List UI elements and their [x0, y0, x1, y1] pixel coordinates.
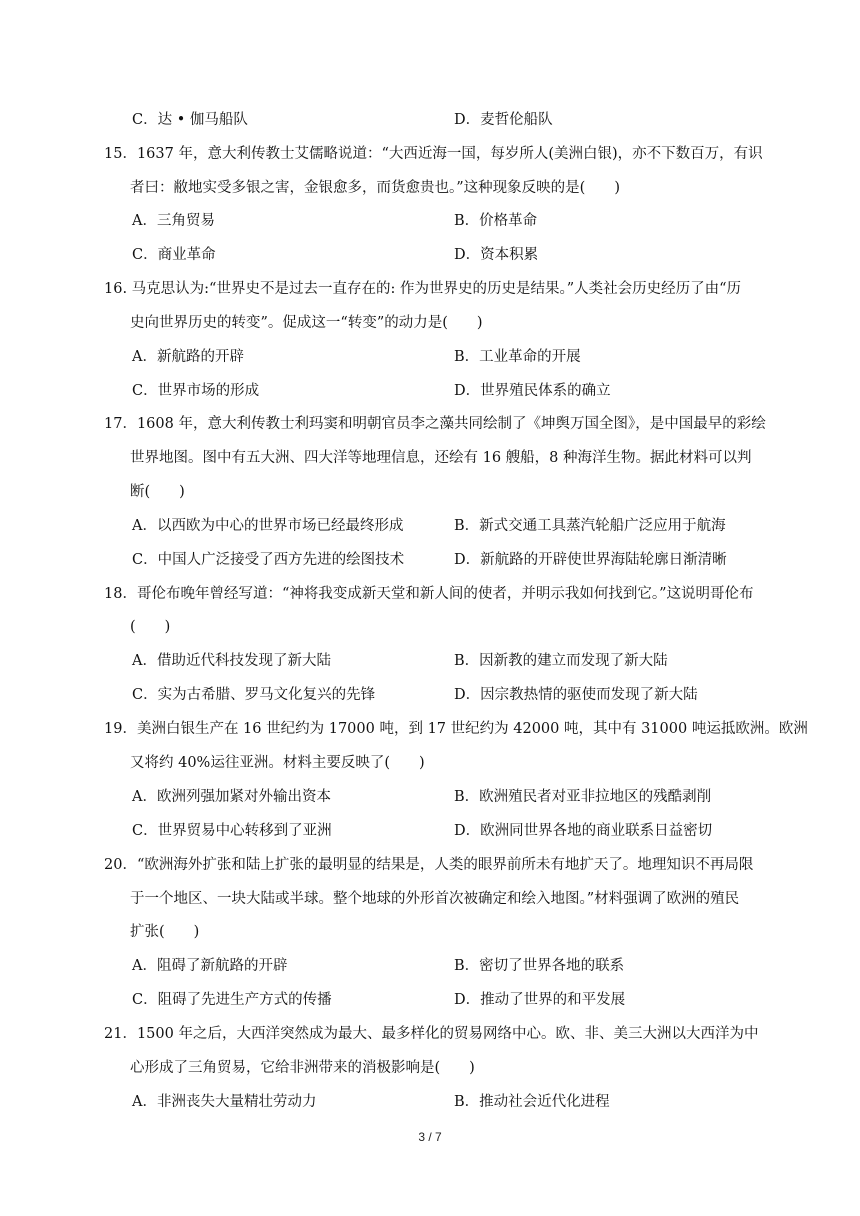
- option-text: D．欧洲同世界各地的商业联系日益密切: [454, 823, 713, 839]
- option-text: B．欧洲殖民者对亚非拉地区的残酷剥削: [454, 789, 712, 805]
- option-text: B．推动社会近代化进程: [454, 1094, 610, 1110]
- option-text: A．三角贸易: [132, 213, 215, 229]
- option-text: D．因宗教热情的驱使而发现了新大陆: [454, 687, 698, 703]
- question-continuation: 史向世界历史的转变”。促成这一“转变”的动力是( ): [130, 315, 483, 331]
- question-continuation: 扩张( ): [130, 924, 200, 940]
- question-continuation: 于一个地区、一块大陆或半球。整个地球的外形首次被确定和绘入地图。”材料强调了欧洲的殖民: [130, 891, 740, 907]
- option-text: C．商业革命: [132, 247, 216, 263]
- option-text: D．资本积累: [454, 247, 539, 263]
- option-text: D．新航路的开辟使世界海陆轮廓日渐清晰: [454, 552, 727, 568]
- option-text: C．中国人广泛接受了西方先进的绘图技术: [132, 552, 405, 568]
- option-text: C．阻碍了先进生产方式的传播: [132, 992, 332, 1008]
- option-text: A．阻碍了新航路的开辟: [132, 958, 288, 974]
- option-text: D．推动了世界的和平发展: [454, 992, 626, 1008]
- question-continuation: ( ): [130, 619, 171, 635]
- option-text: A．新航路的开辟: [132, 349, 244, 365]
- option-text: B．新式交通工具蒸汽轮船广泛应用于航海: [454, 518, 726, 534]
- question-stem: 15．1637 年，意大利传教士艾儒略说道：“大西近海一国，每岁所人(美洲白银)，亦不下数百万，有识: [104, 146, 763, 162]
- option-text: B．价格革命: [454, 213, 538, 229]
- option-text: D．世界殖民体系的确立: [454, 383, 611, 399]
- question-continuation: 者曰：敝地实受多银之害，金银愈多，而货愈贵也。”这种现象反映的是( ): [130, 180, 620, 196]
- question-continuation: 断( ): [130, 484, 185, 500]
- option-text: A．借助近代科技发现了新大陆: [132, 653, 331, 669]
- option-text: C．世界贸易中心转移到了亚洲: [132, 823, 332, 839]
- question-stem: 21．1500 年之后，大西洋突然成为最大、最多样化的贸易网络中心。欧、非、美三大洲以大西洋为中: [104, 1026, 759, 1042]
- question-continuation: 心形成了三角贸易，它给非洲带来的消极影响是( ): [130, 1060, 475, 1076]
- option-text: C．达 • 伽马船队: [132, 112, 248, 128]
- option-text: A．以西欧为中心的世界市场已经最终形成: [132, 518, 404, 534]
- option-text: A．欧洲列强加紧对外输出资本: [132, 789, 331, 805]
- option-text: B．因新教的建立而发现了新大陆: [454, 653, 668, 669]
- question-stem: 18．哥伦布晚年曾经写道：“神将我变成新天堂和新人间的使者，并明示我如何找到它。”这说明哥伦布: [104, 586, 754, 602]
- question-continuation: 又将约 40%运往亚洲。材料主要反映了( ): [130, 755, 425, 771]
- option-text: D．麦哲伦船队: [454, 112, 553, 128]
- question-stem: 20．“欧洲海外扩张和陆上扩张的最明显的结果是，人类的眼界前所未有地扩天了。地理知识不再局限: [104, 857, 754, 873]
- question-continuation: 世界地图。图中有五大洲、四大洋等地理信息，还绘有 16 艘船，8 种海洋生物。据此材料可以判: [130, 450, 752, 466]
- option-text: A．非洲丧失大量精壮劳动力: [132, 1094, 317, 1110]
- question-stem: 17．1608 年，意大利传教士利玛窦和明朝官员李之藻共同绘制了《坤舆万国全图》，是中国最早的彩绘: [104, 416, 766, 432]
- option-text: C．世界市场的形成: [132, 383, 260, 399]
- option-text: B．工业革命的开展: [454, 349, 581, 365]
- option-text: C．实为古希腊、罗马文化复兴的先锋: [132, 687, 376, 703]
- question-stem: 16. 马克思认为:“世界史不是过去一直存在的: 作为世界史的历史是结果。”人类社会历史经历了由“历: [104, 281, 742, 297]
- question-stem: 19．美洲白银生产在 16 世纪约为 17000 吨，到 17 世纪约为 42000 吨，其中有 31000 吨运抵欧洲。欧洲: [104, 721, 808, 737]
- page-number: 3 / 7: [418, 1130, 442, 1144]
- option-text: B．密切了世界各地的联系: [454, 958, 625, 974]
